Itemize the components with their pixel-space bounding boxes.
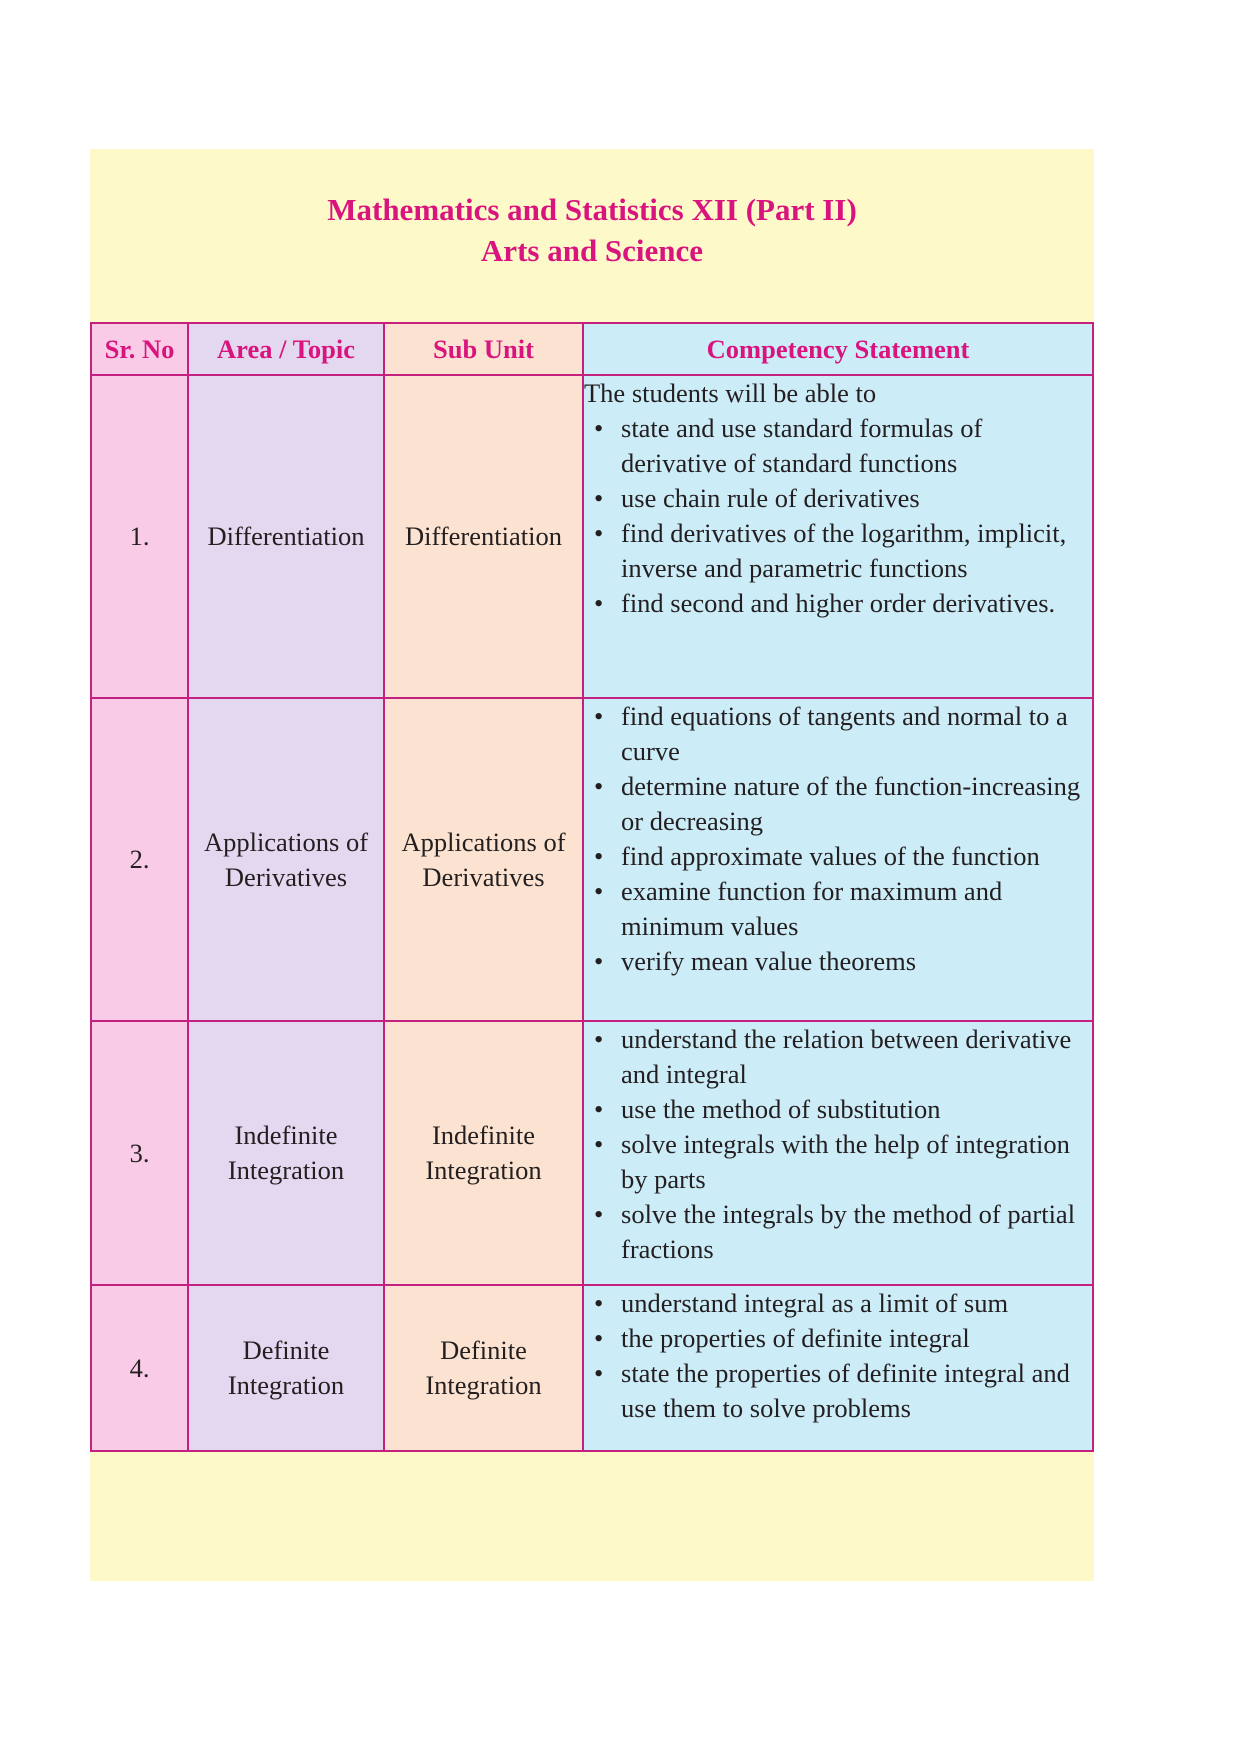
sr-no-cell: 2. [91, 698, 188, 1021]
area-topic-text: Definite Integration [227, 1335, 345, 1400]
bullet-icon: • [594, 1358, 604, 1388]
list-item-text: find second and higher order derivatives. [621, 588, 1056, 618]
list-item-text: find approximate values of the function [621, 841, 1040, 871]
list-item-text: state the properties of definite integral and use them to solve problems [621, 1358, 1070, 1423]
header-area-topic: Area / Topic [188, 323, 384, 375]
bullet-icon: • [594, 1288, 604, 1318]
list-item-text: verify mean value theorems [621, 946, 917, 976]
sub-unit-text: Differentiation [405, 521, 562, 551]
list-item-text: the properties of definite integral [621, 1323, 970, 1353]
header-sub-unit: Sub Unit [384, 323, 583, 375]
list-item [584, 1286, 1092, 1321]
area-topic-cell [188, 1285, 384, 1451]
competency-cell [583, 375, 1093, 698]
list-item [584, 481, 1092, 516]
list-item [584, 516, 1092, 586]
competency-cell [583, 698, 1093, 1021]
list-item-text: solve integrals with the help of integration by parts [621, 1129, 1070, 1194]
sr-no-cell: 4. [91, 1285, 188, 1451]
sr-no-cell: 1. [91, 375, 188, 698]
table-row [91, 375, 1093, 698]
list-item-text: determine nature of the function-increasing or decreasing [621, 771, 1081, 836]
sub-unit-cell [384, 698, 583, 1021]
bullet-icon: • [594, 1323, 604, 1353]
bullet-icon: • [594, 518, 604, 548]
list-item-text: understand integral as a limit of sum [621, 1288, 1009, 1318]
list-item [584, 1197, 1092, 1267]
list-item-text: understand the relation between derivative and integral [621, 1024, 1072, 1089]
page-title [90, 189, 1094, 271]
table-row [91, 698, 1093, 1021]
area-topic-cell [188, 1021, 384, 1285]
list-item [584, 769, 1092, 839]
title-line-1: Mathematics and Statistics XII (Part II) [327, 192, 857, 227]
area-topic-cell [188, 375, 384, 698]
list-item-text: use the method of substitution [621, 1094, 941, 1124]
syllabus-panel [90, 149, 1094, 1581]
competency-list [584, 1022, 1092, 1267]
list-item [584, 1356, 1092, 1426]
competency-list [584, 411, 1092, 621]
list-item [584, 839, 1092, 874]
table-row [91, 1021, 1093, 1285]
bullet-icon: • [594, 483, 604, 513]
bullet-icon: • [594, 701, 604, 731]
competency-intro: The students will be able to [584, 378, 877, 408]
bullet-icon: • [594, 771, 604, 801]
list-item [584, 874, 1092, 944]
bullet-icon: • [594, 1199, 604, 1229]
competency-cell [583, 1021, 1093, 1285]
sr-no-cell: 3. [91, 1021, 188, 1285]
list-item [584, 1092, 1092, 1127]
list-item [584, 1127, 1092, 1197]
table-row [91, 1285, 1093, 1451]
sub-unit-text: Indefinite Integration [425, 1120, 542, 1185]
list-item [584, 1321, 1092, 1356]
bullet-icon: • [594, 1024, 604, 1054]
sub-unit-text: Definite Integration [425, 1335, 542, 1400]
list-item-text: solve the integrals by the method of partial fractions [621, 1199, 1076, 1264]
list-item [584, 411, 1092, 481]
bullet-icon: • [594, 841, 604, 871]
list-item-text: use chain rule of derivatives [621, 483, 920, 513]
area-topic-text: Indefinite Integration [227, 1120, 345, 1185]
sub-unit-cell [384, 1285, 583, 1451]
header-competency: Competency Statement [583, 323, 1093, 375]
sub-unit-cell [384, 1021, 583, 1285]
competency-list [584, 1286, 1092, 1426]
competency-list [584, 699, 1092, 979]
area-topic-text: Applications of Derivatives [203, 826, 369, 892]
competency-table [90, 322, 1094, 1452]
bullet-icon: • [594, 946, 604, 976]
list-item [584, 944, 1092, 979]
list-item-text: state and use standard formulas of derivative of standard functions [621, 413, 983, 478]
bullet-icon: • [594, 588, 604, 618]
bullet-icon: • [594, 876, 604, 906]
title-line-2: Arts and Science [480, 233, 704, 268]
sub-unit-text: Applications of Derivatives [401, 826, 566, 892]
list-item [584, 699, 1092, 769]
area-topic-text: Differentiation [207, 521, 365, 551]
bullet-icon: • [594, 1129, 604, 1159]
table-header-row [91, 323, 1093, 375]
area-topic-cell [188, 698, 384, 1021]
list-item [584, 586, 1092, 621]
list-item-text: find equations of tangents and normal to a curve [621, 701, 1068, 766]
list-item [584, 1022, 1092, 1092]
sub-unit-cell [384, 375, 583, 698]
competency-cell [583, 1285, 1093, 1451]
bullet-icon: • [594, 1094, 604, 1124]
list-item-text: find derivatives of the logarithm, implicit, inverse and parametric functions [621, 518, 1067, 583]
list-item-text: examine function for maximum and minimum values [621, 876, 1003, 941]
bullet-icon: • [594, 413, 604, 443]
header-sr-no: Sr. No [91, 323, 188, 375]
